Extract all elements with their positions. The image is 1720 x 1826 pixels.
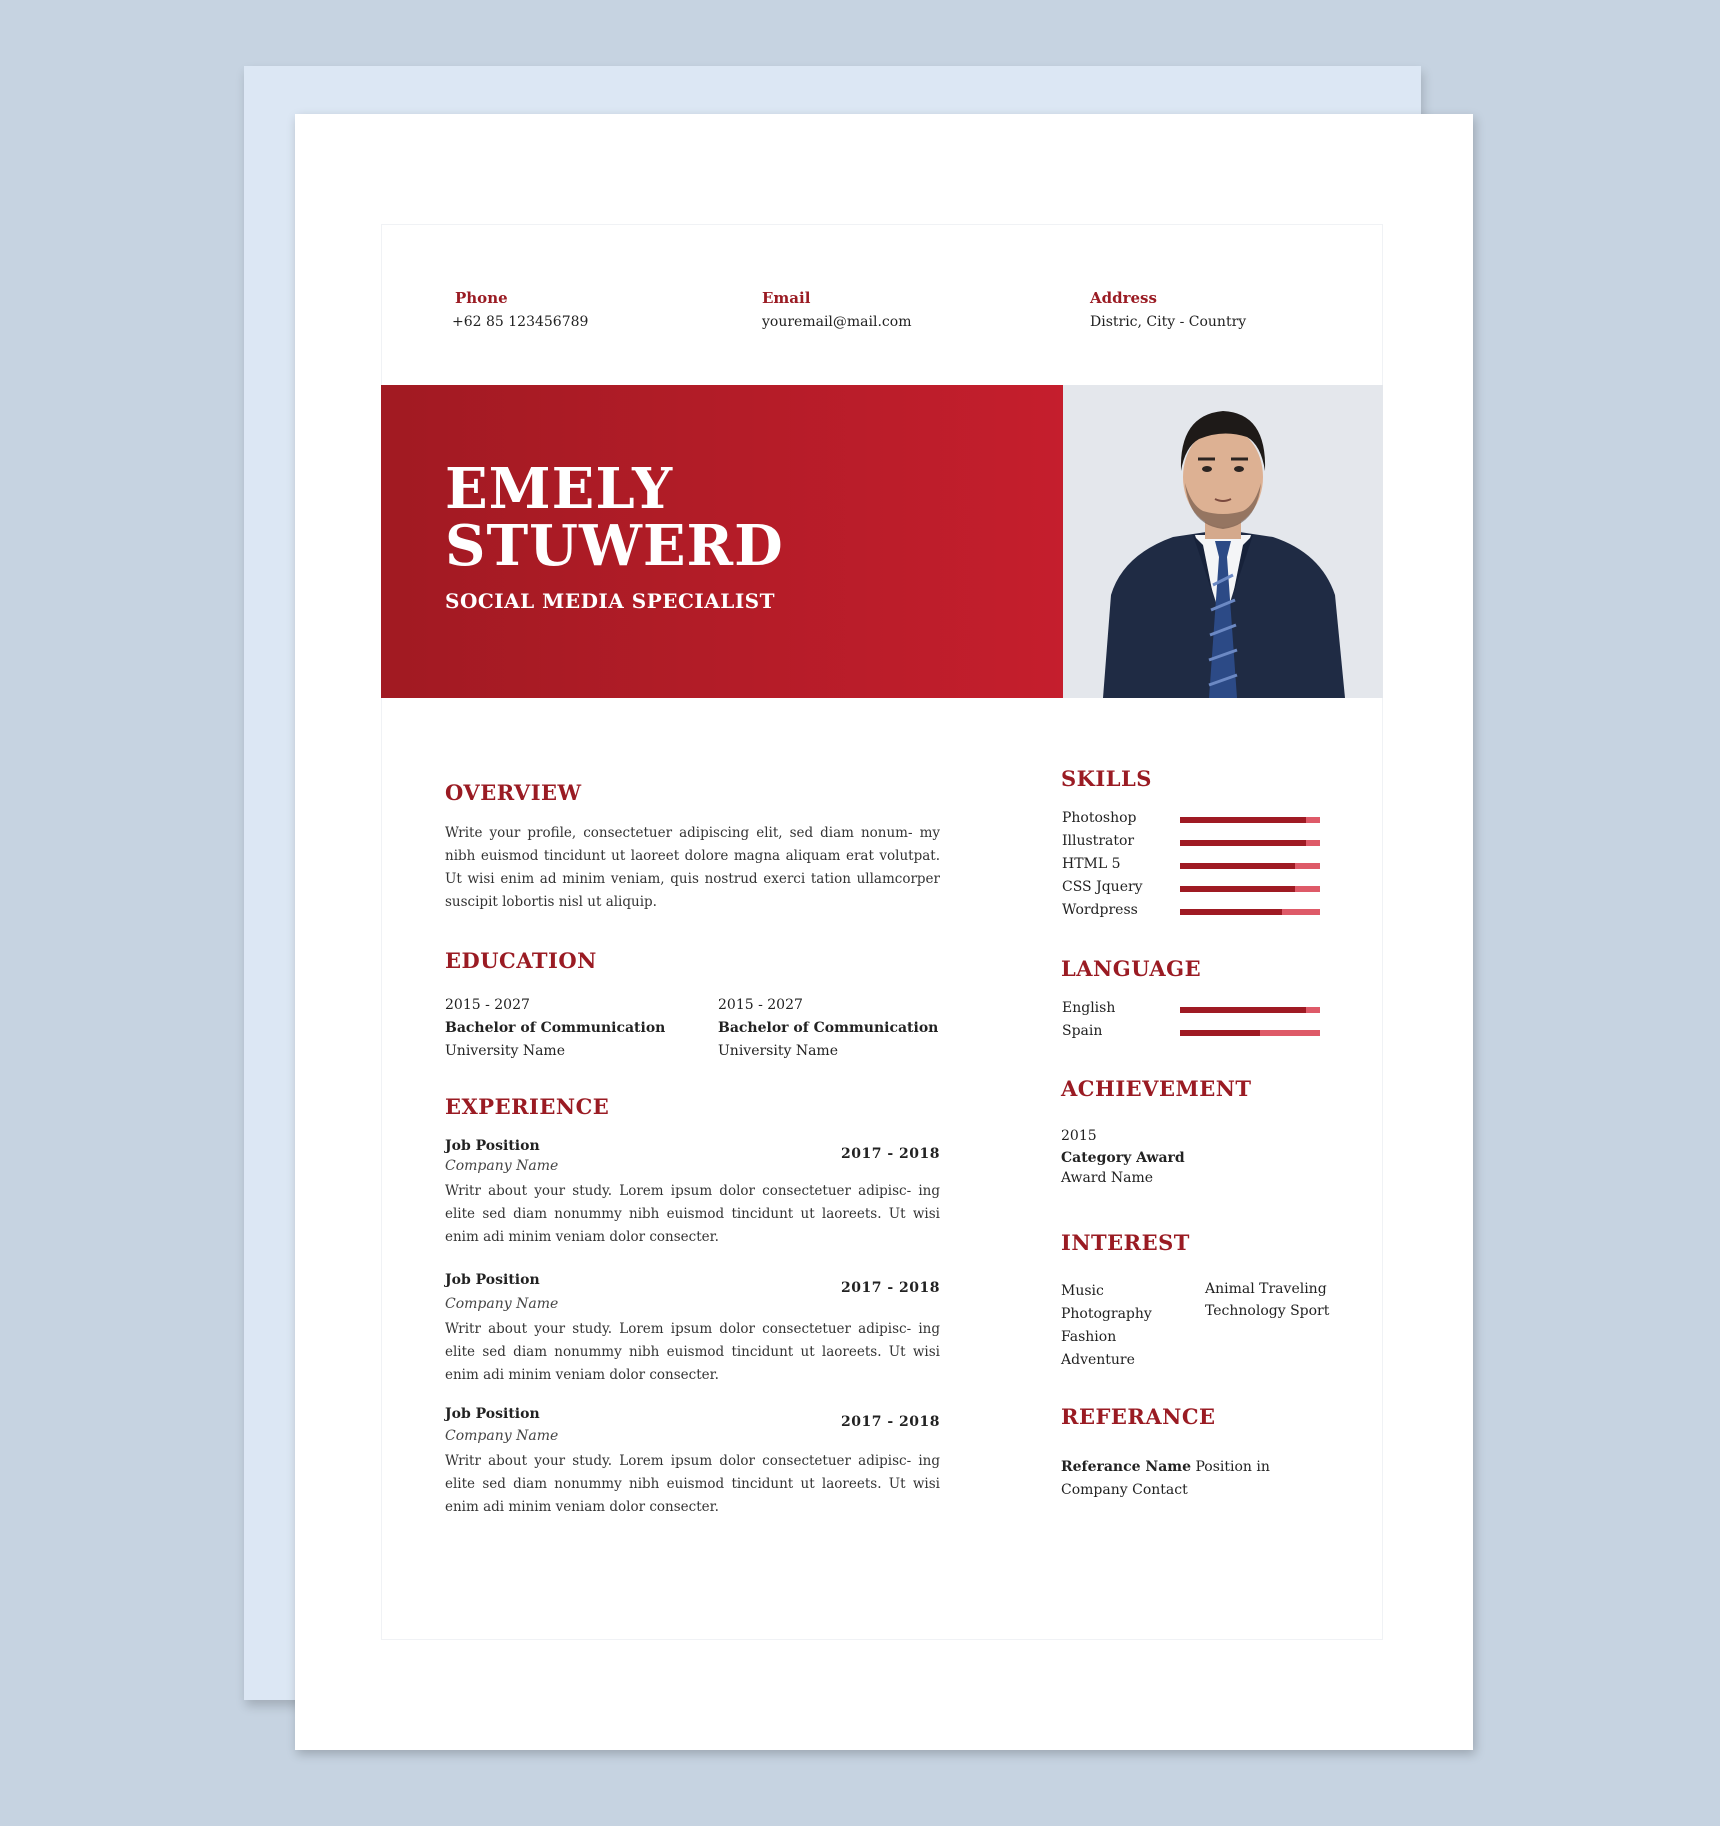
name-banner	[381, 385, 1063, 698]
skill-row	[1062, 856, 1322, 876]
job-description: Writr about your study. Lorem ipsum dolor consectetuer adipisc- ing elite sed diam nonummy nibh euismod tincidunt ut laoreets. Ut wisi enim adi minim veniam dolor consecter.	[445, 1321, 940, 1383]
skill-row	[1062, 879, 1322, 899]
language-level-bar	[1180, 1030, 1320, 1036]
skill-level-bar	[1180, 909, 1320, 915]
education-years: 2015 - 2027	[445, 997, 530, 1013]
education-item	[718, 994, 938, 1063]
skill-level-fill	[1180, 909, 1282, 915]
skill-level-fill	[1180, 863, 1295, 869]
education-heading: EDUCATION	[445, 948, 597, 973]
job-position: Job Position	[445, 1138, 540, 1154]
first-name: EMELY	[445, 456, 674, 522]
achievement-name: Award Name	[1061, 1170, 1154, 1186]
job-description: Writr about your study. Lorem ipsum dolor consectetuer adipisc- ing elite sed diam nonummy nibh euismod tincidunt ut laoreets. Ut wisi enim adi minim veniam dolor consecter.	[445, 1183, 940, 1245]
interest-item: Technology Sport	[1205, 1303, 1330, 1319]
company-name: Company Name	[445, 1428, 559, 1444]
skills-heading: SKILLS	[1061, 766, 1152, 791]
phone-value: +62 85 123456789	[452, 314, 589, 330]
interest-item: Fashion	[1061, 1329, 1117, 1345]
skill-row	[1062, 902, 1322, 922]
reference-name: Referance Name	[1061, 1459, 1191, 1475]
skill-row	[1062, 833, 1322, 853]
language-row	[1062, 1023, 1322, 1043]
skill-row	[1062, 810, 1322, 830]
achievement-category: Category Award	[1061, 1150, 1185, 1166]
address-value: Distric, City - Country	[1090, 314, 1247, 330]
reference-heading: REFERANCE	[1061, 1404, 1216, 1429]
job-years: 2017 - 2018	[841, 1414, 940, 1430]
education-degree: Bachelor of Communication	[718, 1020, 939, 1036]
reference-text	[1061, 1456, 1270, 1502]
experience-heading: EXPERIENCE	[445, 1094, 610, 1119]
job-years: 2017 - 2018	[841, 1146, 940, 1162]
skill-label: Photoshop	[1062, 810, 1137, 826]
interest-column-2	[1205, 1278, 1329, 1322]
language-row	[1062, 1000, 1322, 1020]
job-position: Job Position	[445, 1272, 540, 1288]
experience-item	[445, 1138, 940, 1249]
reference-position: Position in	[1191, 1459, 1270, 1475]
skill-level-bar	[1180, 863, 1320, 869]
experience-item	[445, 1272, 940, 1387]
education-item	[445, 994, 665, 1063]
email-value: youremail@mail.com	[762, 314, 912, 330]
skill-label: CSS Jquery	[1062, 879, 1143, 895]
education-school: University Name	[718, 1043, 838, 1059]
contact-email	[762, 289, 911, 330]
skill-label: HTML 5	[1062, 856, 1121, 872]
full-name	[445, 456, 784, 579]
last-name: STUWERD	[445, 513, 784, 579]
job-title: SOCIAL MEDIA SPECIALIST	[445, 589, 776, 613]
interest-item: Photography	[1061, 1306, 1152, 1322]
company-name: Company Name	[445, 1158, 559, 1174]
skill-level-bar	[1180, 817, 1320, 823]
achievement-heading: ACHIEVEMENT	[1061, 1076, 1252, 1101]
address-label: Address	[1090, 289, 1157, 307]
interest-item: Animal Traveling	[1205, 1281, 1327, 1297]
education-school: University Name	[445, 1043, 565, 1059]
email-label: Email	[762, 289, 811, 307]
language-label: Spain	[1062, 1023, 1103, 1039]
job-description: Writr about your study. Lorem ipsum dolor consectetuer adipisc- ing elite sed diam nonummy nibh euismod tincidunt ut laoreets. Ut wisi enim adi minim veniam dolor consecter.	[445, 1453, 940, 1515]
skill-level-fill	[1180, 840, 1306, 846]
achievement-year: 2015	[1061, 1128, 1097, 1144]
skill-label: Wordpress	[1062, 902, 1138, 918]
company-name: Company Name	[445, 1296, 559, 1312]
language-heading: LANGUAGE	[1061, 956, 1202, 981]
interest-heading: INTEREST	[1061, 1230, 1190, 1255]
contact-address	[1090, 289, 1246, 330]
language-label: English	[1062, 1000, 1116, 1016]
contact-phone	[452, 289, 588, 330]
profile-photo	[1063, 385, 1383, 698]
skill-level-fill	[1180, 886, 1295, 892]
reference-contact: Company Contact	[1061, 1482, 1188, 1498]
interest-item: Adventure	[1061, 1352, 1135, 1368]
job-years: 2017 - 2018	[841, 1280, 940, 1296]
skill-level-bar	[1180, 886, 1320, 892]
phone-label: Phone	[455, 289, 508, 307]
skill-level-fill	[1180, 817, 1306, 823]
resume-page	[295, 114, 1473, 1750]
education-years: 2015 - 2027	[718, 997, 803, 1013]
education-degree: Bachelor of Communication	[445, 1020, 666, 1036]
language-level-fill	[1180, 1030, 1260, 1036]
skill-level-bar	[1180, 840, 1320, 846]
overview-heading: OVERVIEW	[445, 780, 582, 805]
skill-label: Illustrator	[1062, 833, 1135, 849]
job-position: Job Position	[445, 1406, 540, 1422]
interest-item: Music	[1061, 1283, 1104, 1299]
interest-column-1	[1061, 1280, 1152, 1372]
language-level-bar	[1180, 1007, 1320, 1013]
overview-text: Write your profile, consectetuer adipiscing elit, sed diam nonum- my nibh euismod tincidunt ut laoreet dolore magna aliquam erat volutpat. Ut wisi enim ad minim veniam, quis nostrud exerci tation ullamcorper suscipit lobortis nisl ut aliquip.	[445, 825, 940, 910]
experience-item	[445, 1406, 940, 1519]
language-level-fill	[1180, 1007, 1306, 1013]
portrait-image	[1063, 385, 1383, 698]
